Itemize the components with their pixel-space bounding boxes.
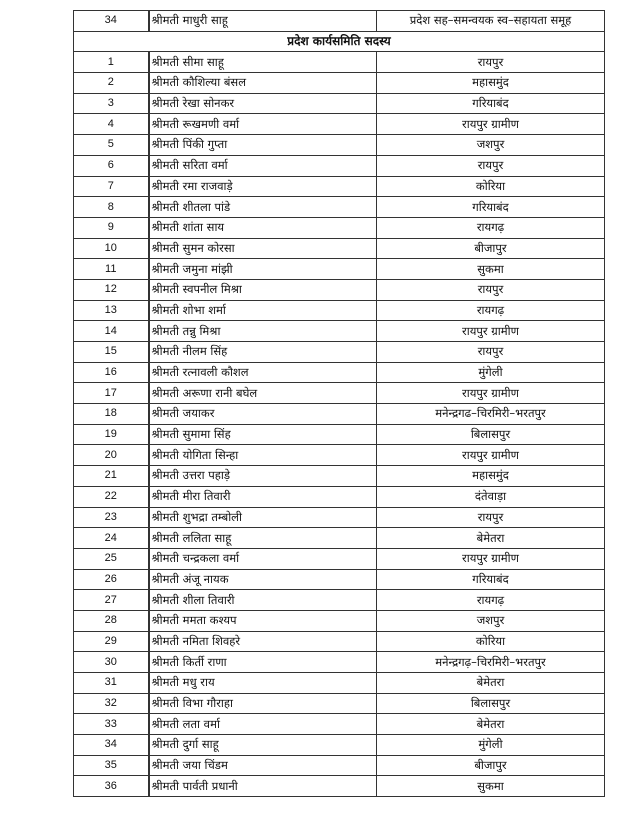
member-district: गरियाबंद [377, 197, 605, 218]
row-number: 18 [74, 404, 149, 425]
table-row [74, 11, 605, 32]
table-row [74, 466, 605, 487]
member-district: मनेन्द्रगढ–चिरमिरी–भरतपुर [377, 404, 605, 425]
row-number: 27 [74, 590, 149, 611]
member-district: दंतेवाड़ा [377, 486, 605, 507]
row-number: 34 [74, 735, 149, 756]
row-number: 8 [74, 197, 149, 218]
table-row [74, 155, 605, 176]
row-number: 33 [74, 714, 149, 735]
table-row [74, 176, 605, 197]
row-number: 11 [74, 259, 149, 280]
row-number: 24 [74, 528, 149, 549]
row-number: 19 [74, 424, 149, 445]
row-number: 32 [74, 693, 149, 714]
member-name: श्रीमती शांता साय [149, 217, 377, 238]
table-row [74, 445, 605, 466]
member-role: प्रदेश सह–समन्वयक स्व–सहायता समूह [377, 11, 605, 32]
row-number: 13 [74, 300, 149, 321]
table-row [74, 321, 605, 342]
row-number: 20 [74, 445, 149, 466]
member-district: रायपुर ग्रामीण [377, 321, 605, 342]
table-row [74, 776, 605, 797]
row-number: 22 [74, 486, 149, 507]
member-name: श्रीमती जया चिंडम [149, 755, 377, 776]
row-number: 16 [74, 362, 149, 383]
member-district: रायपुर [377, 507, 605, 528]
member-district: सुकमा [377, 776, 605, 797]
member-district: बीजापुर [377, 755, 605, 776]
member-name: श्रीमती लता वर्मा [149, 714, 377, 735]
member-name: श्रीमती सीमा साहू [149, 52, 377, 73]
member-district: कोरिया [377, 176, 605, 197]
member-name: श्रीमती अंजू नायक [149, 569, 377, 590]
row-number: 26 [74, 569, 149, 590]
member-district: जशपुर [377, 135, 605, 156]
member-district: गरियाबंद [377, 93, 605, 114]
member-district: रायपुर [377, 279, 605, 300]
member-name: श्रीमती योगिता सिन्हा [149, 445, 377, 466]
table-row [74, 693, 605, 714]
row-number: 21 [74, 466, 149, 487]
table-row [74, 631, 605, 652]
table-row [74, 735, 605, 756]
row-number: 1 [74, 52, 149, 73]
row-number: 9 [74, 217, 149, 238]
member-district: मुंगेली [377, 735, 605, 756]
member-name: श्रीमती विभा गौराहा [149, 693, 377, 714]
row-number: 36 [74, 776, 149, 797]
table-row [74, 300, 605, 321]
row-number: 28 [74, 610, 149, 631]
table-row [74, 52, 605, 73]
table-row [74, 404, 605, 425]
member-district: रायगढ़ [377, 300, 605, 321]
member-name: श्रीमती मीरा तिवारी [149, 486, 377, 507]
member-district: रायगढ़ [377, 217, 605, 238]
member-name: श्रीमती दुर्गा साहू [149, 735, 377, 756]
table-row [74, 755, 605, 776]
table-row [74, 259, 605, 280]
member-name: श्रीमती ललिता साहू [149, 528, 377, 549]
member-district: बेमेतरा [377, 714, 605, 735]
member-district: बिलासपुर [377, 424, 605, 445]
member-district: रायगढ़ [377, 590, 605, 611]
member-name: श्रीमती कौशिल्या बंसल [149, 73, 377, 94]
table-row [74, 610, 605, 631]
table-row [74, 135, 605, 156]
section-header-row [74, 31, 605, 52]
member-name: श्रीमती रत्नावली कौशल [149, 362, 377, 383]
member-district: रायपुर ग्रामीण [377, 383, 605, 404]
member-district: रायपुर [377, 52, 605, 73]
table-row [74, 548, 605, 569]
member-district: जशपुर [377, 610, 605, 631]
row-number: 15 [74, 342, 149, 363]
table-row [74, 486, 605, 507]
member-name: श्रीमती चन्द्रकला वर्मा [149, 548, 377, 569]
table-row [74, 238, 605, 259]
member-name: श्रीमती रमा राजवाड़े [149, 176, 377, 197]
member-name: श्रीमती उत्तरा पहाड़े [149, 466, 377, 487]
table-row [74, 342, 605, 363]
table-row [74, 652, 605, 673]
member-name: श्रीमती शोभा शर्मा [149, 300, 377, 321]
row-number: 5 [74, 135, 149, 156]
member-name: श्रीमती नीलम सिंह [149, 342, 377, 363]
member-name: श्रीमती किर्ती राणा [149, 652, 377, 673]
row-number: 12 [74, 279, 149, 300]
table-row [74, 93, 605, 114]
table-row [74, 197, 605, 218]
member-name: श्रीमती नमिता शिवहरे [149, 631, 377, 652]
member-district: रायपुर ग्रामीण [377, 445, 605, 466]
table-row [74, 507, 605, 528]
table-row [74, 362, 605, 383]
row-number: 10 [74, 238, 149, 259]
member-district: बीजापुर [377, 238, 605, 259]
member-district: सुकमा [377, 259, 605, 280]
row-number: 34 [74, 11, 149, 32]
row-number: 3 [74, 93, 149, 114]
member-district: रायपुर ग्रामीण [377, 548, 605, 569]
member-name: श्रीमती सुमन कोरसा [149, 238, 377, 259]
member-district: कोरिया [377, 631, 605, 652]
row-number: 29 [74, 631, 149, 652]
table-row [74, 279, 605, 300]
table-row [74, 383, 605, 404]
member-name: श्रीमती रूखमणी वर्मा [149, 114, 377, 135]
member-name: श्रीमती ममता कश्यप [149, 610, 377, 631]
member-district: रायपुर [377, 342, 605, 363]
member-name: श्रीमती सुमामा सिंह [149, 424, 377, 445]
row-number: 25 [74, 548, 149, 569]
member-district: बेमेतरा [377, 528, 605, 549]
row-number: 23 [74, 507, 149, 528]
table-row [74, 114, 605, 135]
member-district: महासमुंद [377, 73, 605, 94]
row-number: 31 [74, 673, 149, 694]
row-number: 4 [74, 114, 149, 135]
member-name: श्रीमती सरिता वर्मा [149, 155, 377, 176]
row-number: 2 [74, 73, 149, 94]
member-name: श्रीमती शीला तिवारी [149, 590, 377, 611]
table-row [74, 217, 605, 238]
row-number: 7 [74, 176, 149, 197]
member-district: रायपुर ग्रामीण [377, 114, 605, 135]
row-number: 6 [74, 155, 149, 176]
member-district: बिलासपुर [377, 693, 605, 714]
member-name: श्रीमती रेखा सोनकर [149, 93, 377, 114]
member-district: मनेन्द्रगढ़–चिरमिरी–भरतपुर [377, 652, 605, 673]
member-district: मुंगेली [377, 362, 605, 383]
table-row [74, 590, 605, 611]
table-row [74, 424, 605, 445]
member-name: श्रीमती पार्वती प्रधानी [149, 776, 377, 797]
member-name: श्रीमती स्वपनील मिश्रा [149, 279, 377, 300]
member-name: श्रीमती मधु राय [149, 673, 377, 694]
member-name: श्रीमती जमुना मांझी [149, 259, 377, 280]
member-district: महासमुंद [377, 466, 605, 487]
member-name: श्रीमती अरूणा रानी बघेल [149, 383, 377, 404]
members-table [73, 10, 605, 797]
row-number: 30 [74, 652, 149, 673]
member-name: श्रीमती शुभद्रा तम्बोली [149, 507, 377, 528]
row-number: 17 [74, 383, 149, 404]
member-district: रायपुर [377, 155, 605, 176]
member-name: श्रीमती जयाकर [149, 404, 377, 425]
section-title: प्रदेश कार्यसमिति सदस्य [74, 31, 605, 52]
member-name: श्रीमती पिंकी गुप्ता [149, 135, 377, 156]
table-row [74, 714, 605, 735]
table-row [74, 673, 605, 694]
member-district: बेमेतरा [377, 673, 605, 694]
row-number: 35 [74, 755, 149, 776]
table-row [74, 73, 605, 94]
member-name: श्रीमती शीतला पांडे [149, 197, 377, 218]
member-name: श्रीमती तन्नु मिश्रा [149, 321, 377, 342]
table-row [74, 569, 605, 590]
table-row [74, 528, 605, 549]
members-table-body [74, 11, 605, 797]
member-district: गरियाबंद [377, 569, 605, 590]
row-number: 14 [74, 321, 149, 342]
member-name: श्रीमती माधुरी साहू [149, 11, 377, 32]
